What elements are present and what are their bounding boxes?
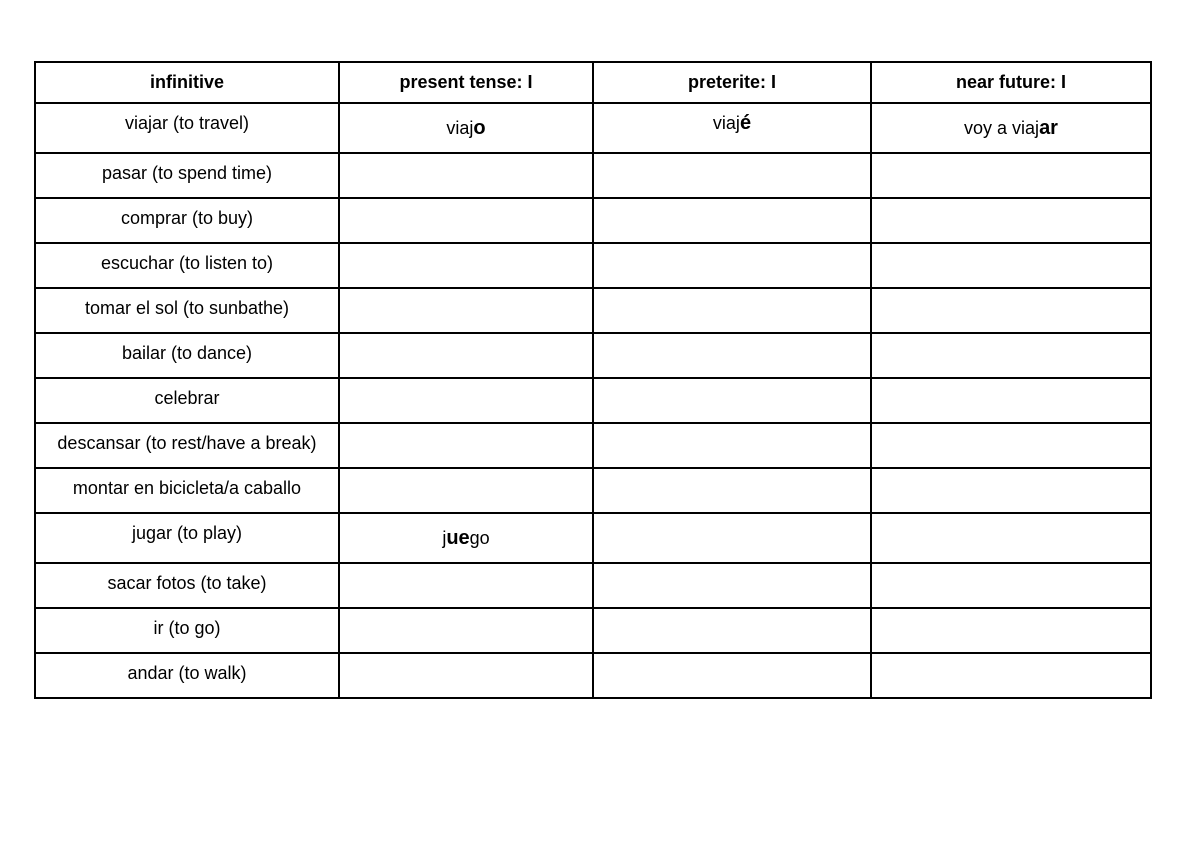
table-row bbox=[35, 153, 1151, 198]
table-row bbox=[35, 243, 1151, 288]
present-tense-cell[interactable] bbox=[339, 468, 593, 513]
header-row bbox=[35, 62, 1151, 103]
table-row bbox=[35, 563, 1151, 608]
near-future-cell[interactable] bbox=[871, 378, 1151, 423]
table-row bbox=[35, 103, 1151, 153]
infinitive-cell: pasar (to spend time) bbox=[35, 153, 339, 198]
infinitive-cell: comprar (to buy) bbox=[35, 198, 339, 243]
verb-conjugation-table bbox=[34, 61, 1152, 699]
present-tense-cell[interactable] bbox=[339, 563, 593, 608]
preterite-cell[interactable] bbox=[593, 653, 871, 698]
near-future-cell[interactable] bbox=[871, 608, 1151, 653]
present-tense-cell[interactable] bbox=[339, 333, 593, 378]
present-tense-cell[interactable] bbox=[339, 608, 593, 653]
present-tense-cell[interactable] bbox=[339, 378, 593, 423]
verb-stem: viaj bbox=[446, 117, 474, 138]
near-future-cell[interactable] bbox=[871, 198, 1151, 243]
near-future-cell[interactable] bbox=[871, 243, 1151, 288]
infinitive-cell: celebrar bbox=[35, 378, 339, 423]
infinitive-cell: descansar (to rest/have a break) bbox=[35, 423, 339, 468]
infinitive-cell: sacar fotos (to take) bbox=[35, 563, 339, 608]
preterite-cell[interactable] bbox=[593, 288, 871, 333]
preterite-cell[interactable] bbox=[593, 468, 871, 513]
preterite-cell[interactable] bbox=[593, 333, 871, 378]
present-tense-cell[interactable] bbox=[339, 103, 593, 153]
header-infinitive: infinitive bbox=[35, 62, 339, 103]
infinitive-cell: viajar (to travel) bbox=[35, 103, 339, 153]
verb-ending: o bbox=[473, 116, 486, 139]
near-future-cell[interactable] bbox=[871, 288, 1151, 333]
preterite-cell[interactable] bbox=[593, 608, 871, 653]
verb-stem: viaj bbox=[712, 113, 740, 133]
near-future-cell[interactable] bbox=[871, 468, 1151, 513]
table-row bbox=[35, 513, 1151, 563]
near-future-cell[interactable] bbox=[871, 513, 1151, 563]
near-future-cell[interactable] bbox=[871, 333, 1151, 378]
verb-ending: go bbox=[469, 527, 490, 548]
present-tense-cell[interactable] bbox=[339, 288, 593, 333]
table-row bbox=[35, 378, 1151, 423]
present-tense-cell[interactable] bbox=[339, 653, 593, 698]
table-row bbox=[35, 288, 1151, 333]
present-tense-cell[interactable] bbox=[339, 198, 593, 243]
preterite-cell[interactable] bbox=[593, 563, 871, 608]
near-future-cell[interactable] bbox=[871, 563, 1151, 608]
infinitive-cell: bailar (to dance) bbox=[35, 333, 339, 378]
near-future-cell[interactable] bbox=[871, 153, 1151, 198]
table-row bbox=[35, 198, 1151, 243]
verb-ending: é bbox=[739, 112, 752, 134]
header-present-tense: present tense: I bbox=[339, 62, 593, 103]
near-future-cell[interactable] bbox=[871, 653, 1151, 698]
table-row bbox=[35, 468, 1151, 513]
infinitive-cell: andar (to walk) bbox=[35, 653, 339, 698]
infinitive-cell: ir (to go) bbox=[35, 608, 339, 653]
table-row bbox=[35, 608, 1151, 653]
present-tense-cell[interactable] bbox=[339, 243, 593, 288]
table-row bbox=[35, 653, 1151, 698]
present-tense-cell[interactable] bbox=[339, 423, 593, 468]
preterite-cell[interactable] bbox=[593, 103, 871, 153]
preterite-cell[interactable] bbox=[593, 378, 871, 423]
present-tense-cell[interactable] bbox=[339, 153, 593, 198]
preterite-cell[interactable] bbox=[593, 153, 871, 198]
verb-stem: j bbox=[442, 527, 447, 548]
preterite-cell[interactable] bbox=[593, 198, 871, 243]
infinitive-cell: jugar (to play) bbox=[35, 513, 339, 563]
header-preterite: preterite: I bbox=[593, 62, 871, 103]
infinitive-cell: escuchar (to listen to) bbox=[35, 243, 339, 288]
table-row bbox=[35, 423, 1151, 468]
present-tense-cell[interactable] bbox=[339, 513, 593, 563]
verb-stem-change: ue bbox=[446, 526, 470, 549]
table-row bbox=[35, 333, 1151, 378]
preterite-cell[interactable] bbox=[593, 243, 871, 288]
verb-stem: voy a viaj bbox=[964, 117, 1040, 138]
near-future-cell[interactable] bbox=[871, 103, 1151, 153]
verb-worksheet bbox=[34, 61, 1150, 699]
near-future-cell[interactable] bbox=[871, 423, 1151, 468]
infinitive-cell: tomar el sol (to sunbathe) bbox=[35, 288, 339, 333]
preterite-cell[interactable] bbox=[593, 423, 871, 468]
header-near-future: near future: I bbox=[871, 62, 1151, 103]
infinitive-cell: montar en bicicleta/a caballo bbox=[35, 468, 339, 513]
preterite-cell[interactable] bbox=[593, 513, 871, 563]
verb-ending: ar bbox=[1039, 116, 1058, 139]
